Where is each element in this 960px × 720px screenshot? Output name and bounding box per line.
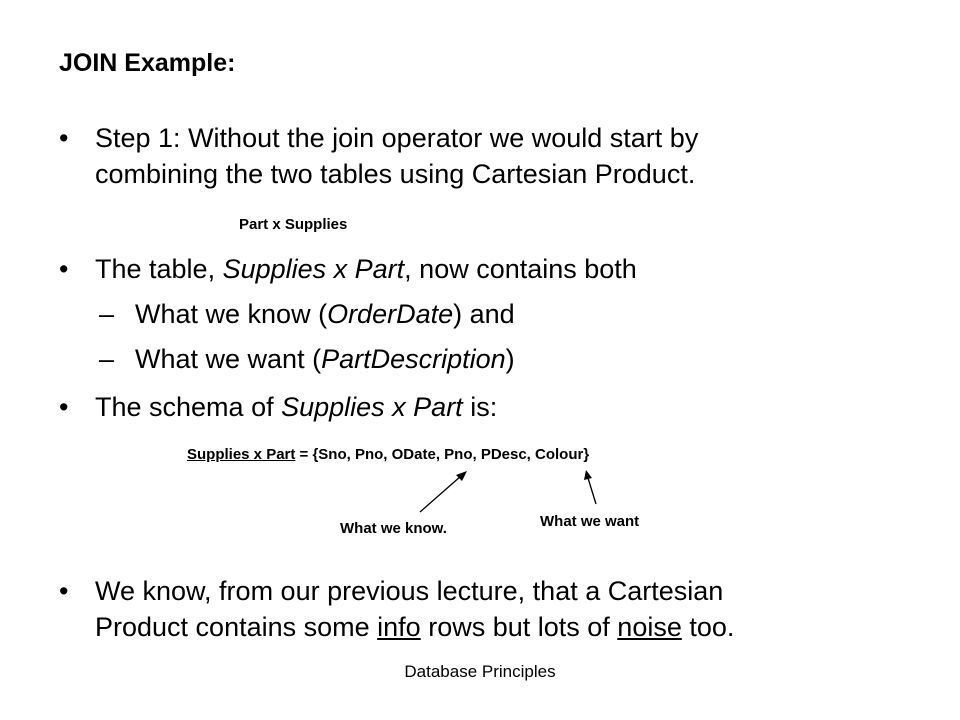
schema-prefix: The schema of: [95, 392, 282, 422]
know-suffix: ) and: [453, 299, 515, 329]
dash-glyph: –: [99, 299, 115, 329]
bullet-final: [0, 573, 960, 653]
final-noise: noise: [617, 612, 682, 642]
schema-em: Supplies x Part: [281, 392, 463, 422]
arrow-know: [420, 471, 467, 512]
final-info: info: [377, 612, 421, 642]
annotation-what-we-want: What we want: [540, 513, 640, 530]
want-em: PartDescription: [321, 344, 506, 374]
step1-line1: Step 1: Without the join operator we would start by: [95, 123, 699, 153]
know-prefix: What we know (: [135, 299, 328, 329]
table-em: Supplies x Part: [222, 254, 405, 284]
step1-line2: combining the two tables using Cartesian Product.: [95, 159, 696, 189]
arrow-want: [584, 470, 596, 504]
annotation-what-we-know: What we know.: [340, 520, 447, 537]
slide-title: JOIN Example:: [59, 49, 236, 77]
footer-course-name: Database Principles: [404, 662, 556, 681]
table-prefix: The table,: [95, 254, 223, 284]
know-em: OrderDate: [327, 299, 454, 329]
want-suffix: ): [505, 344, 515, 374]
final-line2: [95, 612, 734, 642]
bullet-dot: •: [59, 392, 69, 422]
schema-suffix: is:: [462, 392, 498, 422]
schema-formula-attributes: = {Sno, Pno, ODate, Pno, PDesc, Colour}: [295, 446, 590, 463]
bullet-dot: •: [59, 123, 69, 153]
final-suffix: too.: [681, 612, 735, 642]
table-suffix: , now contains both: [404, 254, 637, 284]
bullet-dot: •: [59, 254, 69, 284]
part-x-supplies-label: Part x Supplies: [239, 216, 348, 233]
dash-glyph: –: [99, 344, 115, 374]
bullet-dot: •: [59, 576, 69, 606]
final-mid: rows but lots of: [420, 612, 618, 642]
final-line1: We know, from our previous lecture, that a Cartesian: [95, 576, 724, 606]
final-prefix: Product contains some: [95, 612, 378, 642]
want-prefix: What we want (: [135, 344, 322, 374]
final-text: [95, 573, 915, 645]
schema-formula-relation: Supplies x Part: [187, 446, 296, 463]
